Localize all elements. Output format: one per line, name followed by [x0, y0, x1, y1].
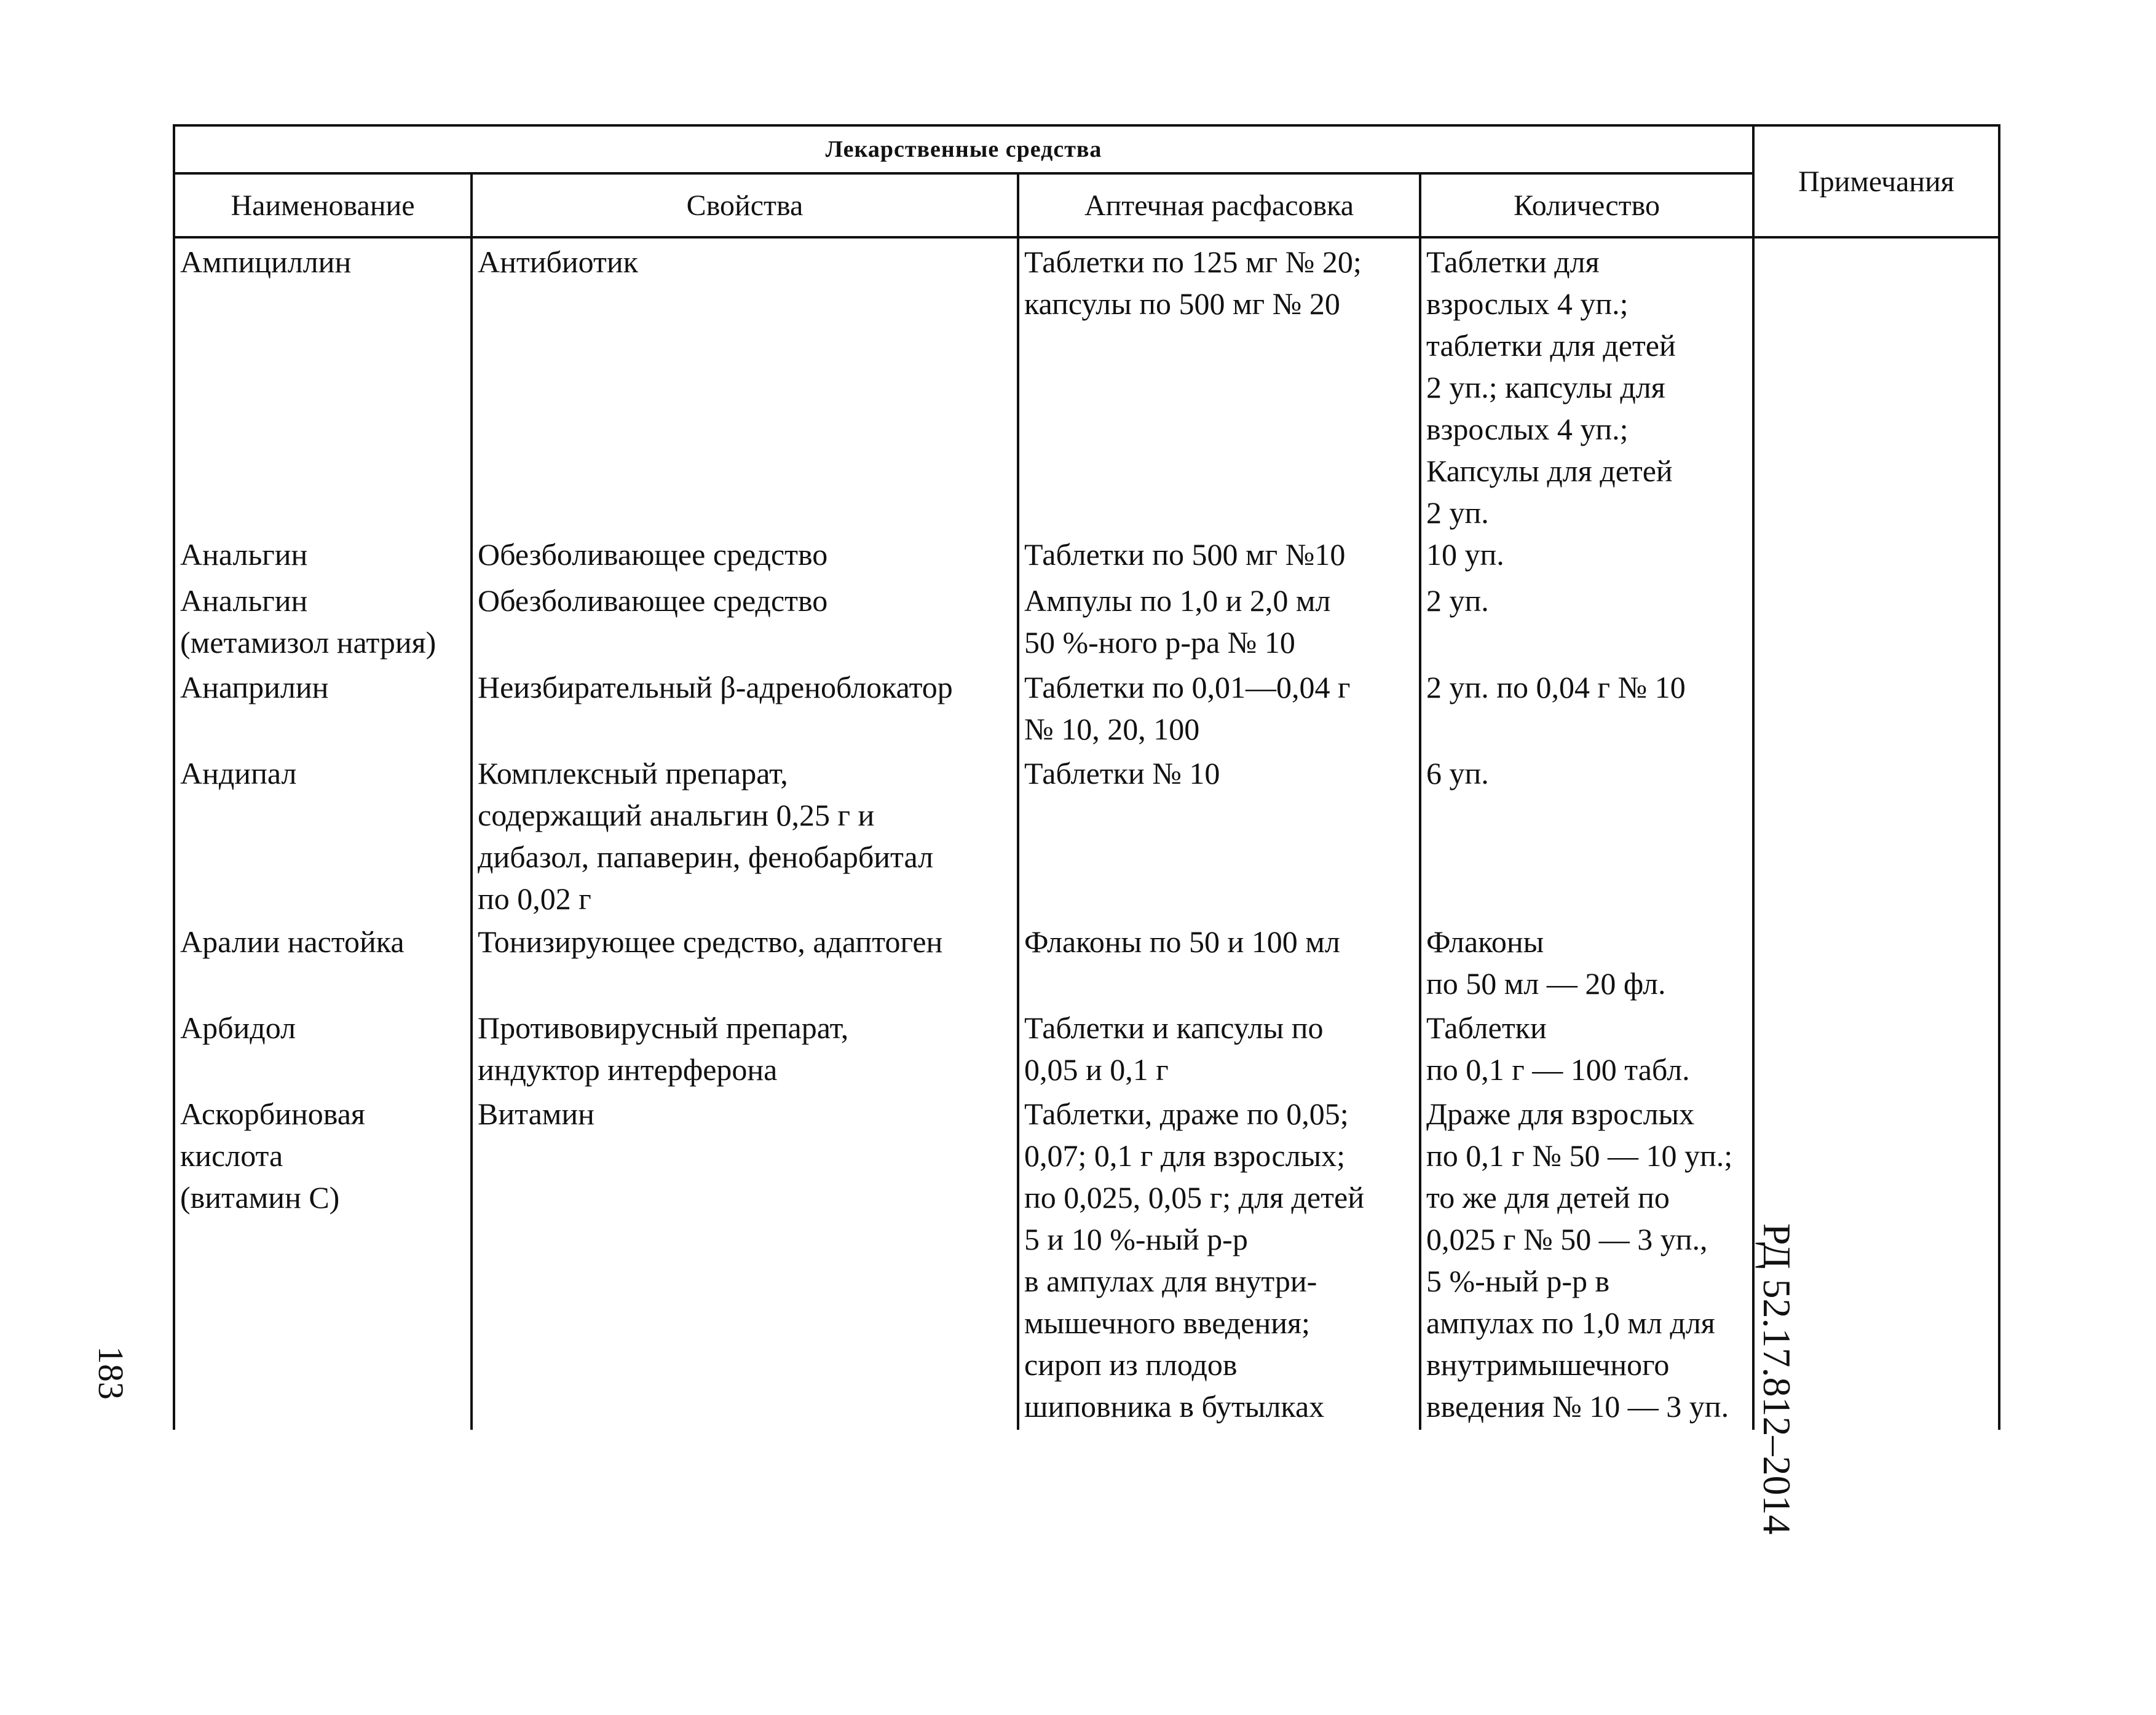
properties-column: [472, 237, 1018, 1430]
table-cell: 10 уп.: [1426, 537, 1504, 572]
table-cell: Флаконы по 50 мл — 20 фл.: [1426, 925, 1666, 1001]
column-header-name: Наименование: [174, 173, 472, 237]
table-cell: Ампулы по 1,0 и 2,0 мл 50 %-ного р-ра № 10: [1024, 583, 1331, 660]
column-header-properties: Свойства: [472, 173, 1018, 237]
table-cell: Андипал: [180, 756, 297, 790]
table-cell: Аралии настойка: [180, 925, 405, 959]
table-cell: Комплексный препарат, содержащий анальгин 0,25 г и дибазол, папаверин, фенобарбитал по 0,02 г: [478, 756, 934, 916]
table-cell: Обезболивающее средство: [478, 583, 828, 618]
table-cell: Неизбирательный β-адреноблокатор: [478, 670, 953, 704]
table-cell: Обезболивающее средство: [478, 537, 828, 572]
table-cell: Тонизирующее средство, адаптоген: [478, 925, 943, 959]
table-cell: Таблетки по 125 мг № 20; капсулы по 500 мг № 20: [1024, 245, 1362, 321]
table-cell: Витамин: [478, 1097, 594, 1131]
table-cell: Таблетки для взрослых 4 уп.; таблетки для детей 2 уп.; капсулы для взрослых 4 уп.; Капсулы для детей 2 уп.: [1426, 245, 1676, 530]
column-header-packaging: Аптечная расфасовка: [1018, 173, 1420, 237]
document-code: РД 52.17.812–2014: [1755, 1223, 1799, 1535]
table-cell: Арбидол: [180, 1011, 296, 1045]
group-header: Лекарственные средства: [174, 125, 1753, 173]
table-cell: Анальгин (метамизол натрия): [180, 583, 436, 660]
table-cell: 6 уп.: [1426, 756, 1489, 790]
column-header-quantity: Количество: [1420, 173, 1753, 237]
page-number: 183: [91, 1346, 131, 1400]
table-cell: Таблетки по 0,01—0,04 г № 10, 20, 100: [1024, 670, 1351, 746]
notes-header: Примечания: [1753, 125, 1999, 237]
table-cell: Таблетки и капсулы по 0,05 и 0,1 г: [1024, 1011, 1324, 1087]
table-cell: Драже для взрослых по 0,1 г № 50 — 10 уп.; то же для детей по 0,025 г № 50 — 3 уп., 5 %-ный р-р в ампулах по 1,0 мл для внутримышечного введения № 10 — 3 уп.: [1426, 1097, 1733, 1424]
name-column: [174, 237, 472, 1430]
table-cell: Таблетки № 10: [1024, 756, 1220, 790]
table-cell: Противовирусный препарат, индуктор интерферона: [478, 1011, 849, 1087]
table-cell: 2 уп. по 0,04 г № 10: [1426, 670, 1686, 704]
table-cell: Аскорбиновая кислота (витамин С): [180, 1097, 365, 1215]
table-cell: Анальгин: [180, 537, 308, 572]
table-cell: Анаприлин: [180, 670, 329, 704]
table-cell: Антибиотик: [478, 245, 638, 279]
table-cell: Ампициллин: [180, 245, 352, 279]
table-cell: Таблетки, драже по 0,05; 0,07; 0,1 г для взрослых; по 0,025, 0,05 г; для детей 5 и 10 %-ный р-р в ампулах для внутри- мышечного введения; сироп из плодов шиповника в бутылках: [1024, 1097, 1364, 1424]
medicines-table: [173, 124, 2000, 1430]
table-cell: Таблетки по 0,1 г — 100 табл.: [1426, 1011, 1690, 1087]
table-cell: 2 уп.: [1426, 583, 1489, 618]
table-cell: Таблетки по 500 мг №10: [1024, 537, 1346, 572]
quantity-column: [1420, 237, 1753, 1430]
packaging-column: [1018, 237, 1420, 1430]
table-cell: Флаконы по 50 и 100 мл: [1024, 925, 1340, 959]
